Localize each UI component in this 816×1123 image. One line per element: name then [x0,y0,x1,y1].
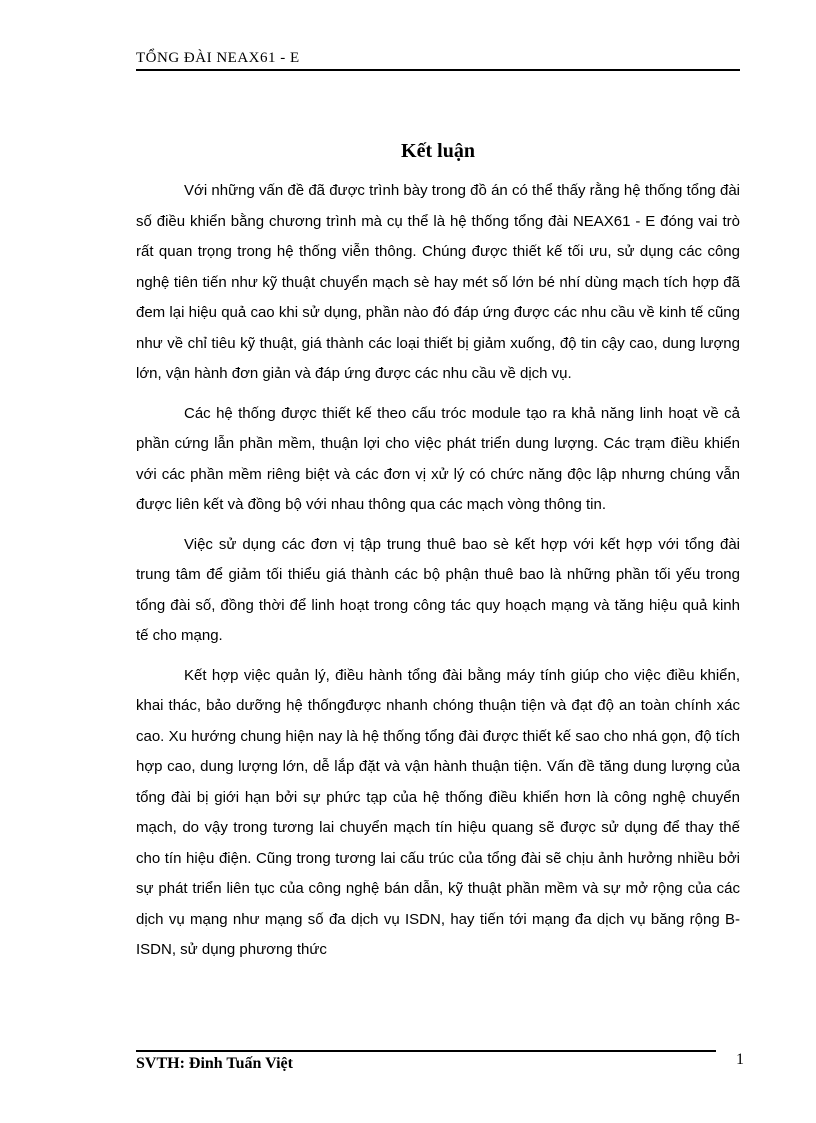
paragraph: Việc sử dụng các đơn vị tập trung thuê bao sè kết hợp với kết hợp với tổng đài trung tâm để giảm tối thiểu giá thành các bộ phận thuê bao là những phần tối yếu trong tổng đài số, đồng thời để linh hoạt trong công tác quy hoạch mạng và tăng hiệu quả kinh tế cho mạng. [136,535,740,644]
footer-author: SVTH: Đinh Tuấn Việt [136,1055,293,1072]
body-text [136,176,740,975]
page-header [136,50,740,71]
page-number: 1 [736,1051,744,1068]
paragraph: Với những vấn đề đã được trình bày trong đồ án có thể thấy rằng hệ thống tổng đài số điều khiển bằng chương trình mà cụ thể là hệ thống tổng đài NEAX61 - E đóng vai trò rất quan trọng trong hệ thống viễn thông. Chúng được thiết kế tối ưu, sử dụng các công nghệ tiên tiến như kỹ thuật chuyển mạch sè hay mét số lớn bé nhí dùng mạch tích hợp đã đem lại hiệu quả cao khi sử dụng, phần nào đó đáp ứng được các nhu cầu về kinh tế cũng như về chỉ tiêu kỹ thuật, giá thành các loại thiết bị giảm xuống, độ tin cậy cao, dung lượng lớn, vận hành đơn giản và đáp ứng được các nhu cầu về dịch vụ. [136,182,740,382]
page-title: Kết luận [401,140,475,162]
footer-divider [136,1050,716,1052]
paragraph: Các hệ thống được thiết kế theo cấu tróc module tạo ra khả năng linh hoạt về cả phần cứng lẫn phần mềm, thuận lợi cho việc phát triển dung lượng. Các trạm điều khiển với các phần mềm riêng biệt và các đơn vị xử lý có chức năng độc lập nhưng chúng vẫn được liên kết và đồng bộ với nhau thông qua các mạch vòng thông tin. [136,404,740,513]
paragraph: Kết hợp việc quản lý, điều hành tổng đài bằng máy tính giúp cho việc điều khiển, khai thác, bảo dưỡng hệ thốngđược nhanh chóng thuận tiện và đạt độ an toàn chính xác cao. Xu hướng chung hiện nay là hệ thống tổng đài được thiết kế sao cho nhá gọn, độ tích hợp cao, dung lượng lớn, dễ lắp đặt và vận hành thuận tiện. Vấn đề tăng dung lượng của tổng đài bị giới hạn bởi sự phức tạp của hệ thống điều khiển hơn là công nghệ chuyển mạch, do vậy trong tương lai chuyển mạch tín hiệu quang sẽ được sử dụng để thay thế cho tín hiệu điện. Cũng trong tương lai cấu trúc của tổng đài sẽ chịu ảnh hưởng nhiều bởi sự phát triển liên tục của công nghệ bán dẫn, kỹ thuật phần mềm và sự mở rộng của các dịch vụ mạng như mạng số đa dịch vụ ISDN, hay tiến tới mạng đa dịch vụ băng rộng B-ISDN, sử dụng phương thức [136,666,740,958]
header-title: TỔNG ĐÀI NEAX61 - E [136,50,300,66]
